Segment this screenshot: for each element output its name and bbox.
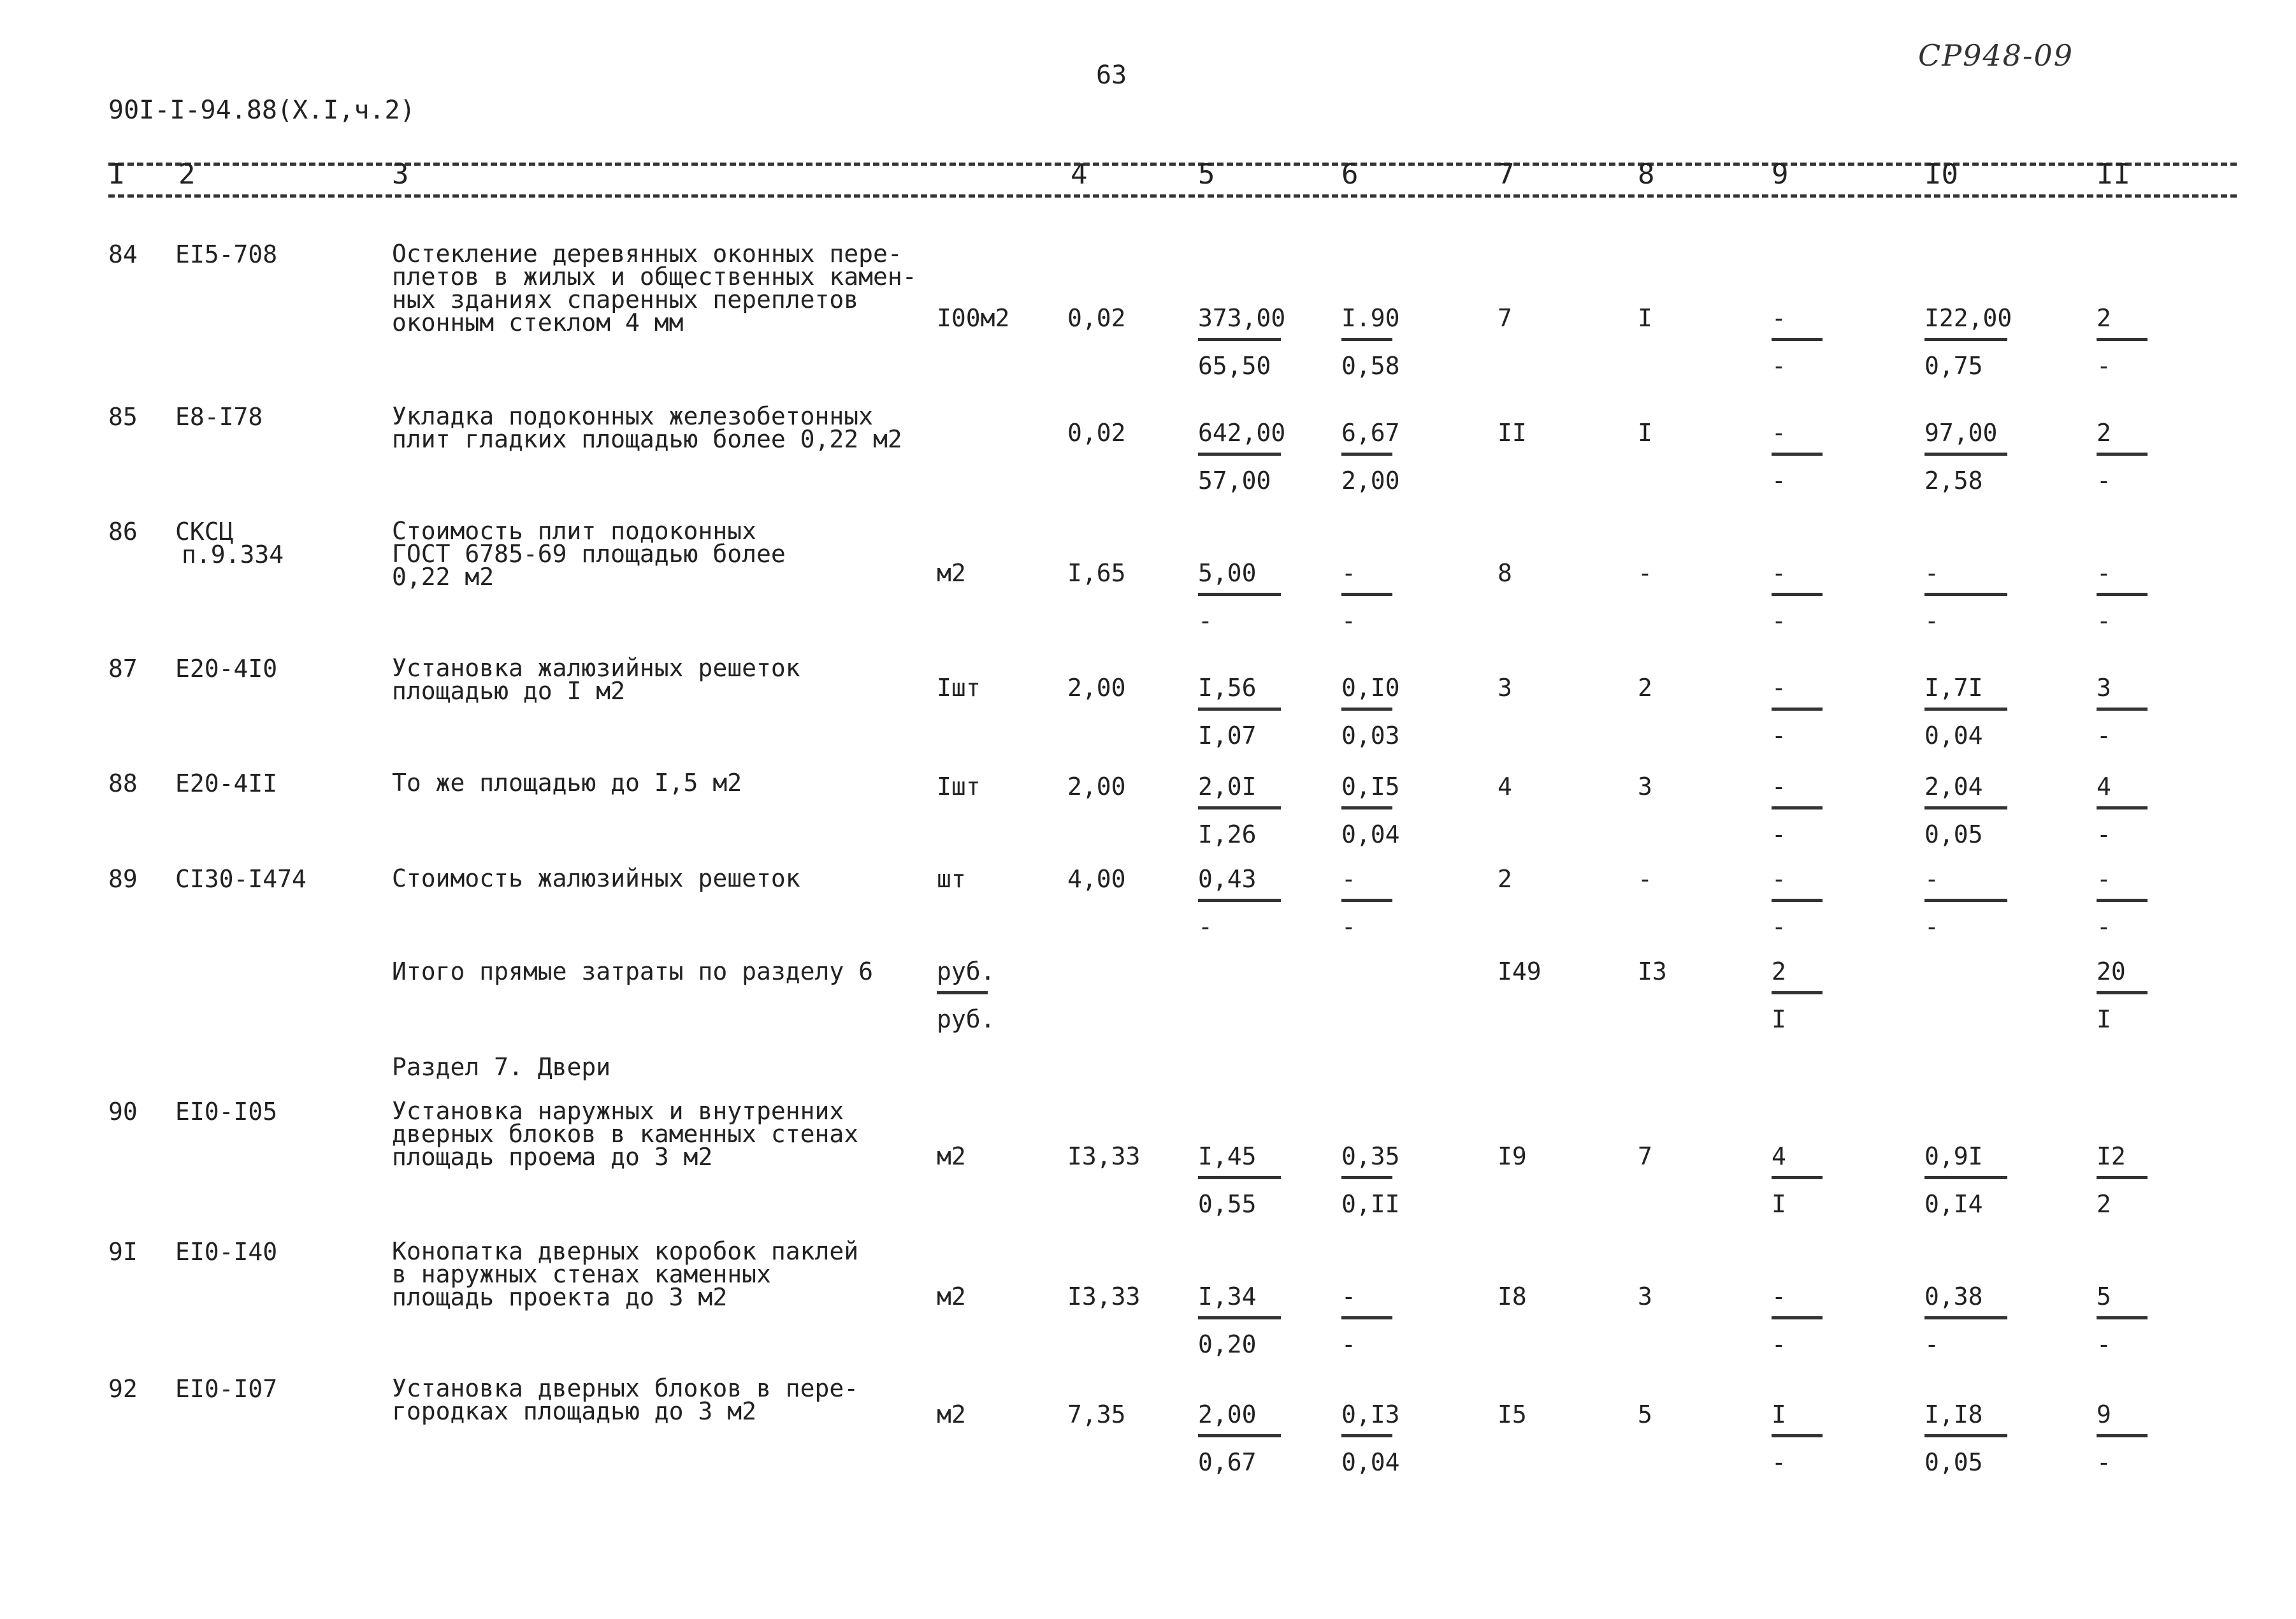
labor-total-fraction-bar	[2097, 1316, 2148, 1319]
labor-unit-denominator: -	[1924, 913, 1939, 941]
labor-unit-numerator: I22,00	[1924, 304, 2012, 332]
labor-total	[2097, 1144, 2154, 1216]
section-total-labor-numerator: 20	[2097, 957, 2126, 985]
unit-cost-numerator: I,56	[1198, 674, 1257, 702]
unit-wage-fraction-bar	[1341, 453, 1392, 456]
labor-total-numerator: 4	[2097, 773, 2111, 801]
row-number: 87	[108, 655, 138, 683]
labor-unit	[1924, 1402, 2014, 1474]
header-rule-bottom	[108, 194, 2237, 198]
labor-unit-numerator: -	[1924, 559, 1939, 587]
labor-unit-numerator: 0,9I	[1924, 1142, 1983, 1170]
labor-unit-fraction-bar	[1924, 806, 2007, 810]
rate-code: СКСЦ	[175, 518, 234, 546]
column-header-1: I	[108, 158, 126, 191]
section-heading: Раздел 7. Двери	[392, 1053, 611, 1081]
row-number: 90	[108, 1098, 138, 1126]
unit-wage-denominator: 0,04	[1341, 820, 1400, 848]
machine-cost-fraction-bar	[1772, 1176, 1823, 1179]
section-total-machine	[1772, 959, 1829, 1031]
unit-cost-fraction-bar	[1198, 453, 1281, 456]
unit-cost-denominator: I,07	[1198, 722, 1257, 750]
section-total-cost: I49	[1498, 957, 1541, 985]
section-total-unit	[937, 959, 994, 1031]
work-description: Установка наружных и внутренних дверных блоков в каменных стенах площадь проема до 3 м2	[392, 1097, 859, 1171]
machine-cost-fraction-bar	[1772, 806, 1823, 810]
rate-code: EI0-I07	[175, 1375, 278, 1403]
column-header-8: 8	[1638, 158, 1655, 191]
labor-unit-denominator: -	[1924, 607, 1939, 635]
unit-cost-numerator: 2,00	[1198, 1400, 1257, 1428]
section-total-unit-fraction-bar	[937, 991, 988, 994]
unit-cost-fraction-bar	[1198, 1176, 1281, 1179]
labor-unit-denominator: 0,05	[1924, 1448, 1983, 1476]
machine-cost-numerator: -	[1772, 773, 1786, 801]
labor-unit-fraction-bar	[1924, 899, 2007, 902]
unit-wage	[1341, 306, 1399, 378]
machine-cost-numerator: -	[1772, 419, 1786, 447]
section-total-wages: I3	[1638, 957, 1667, 985]
labor-unit-numerator: I,I8	[1924, 1400, 1983, 1428]
total-cost: I8	[1498, 1282, 1527, 1310]
machine-cost	[1772, 306, 1829, 378]
unit-cost-denominator: 0,55	[1198, 1190, 1257, 1218]
labor-unit-denominator: 2,58	[1924, 467, 1983, 495]
unit-wage	[1341, 774, 1399, 846]
unit-wage	[1341, 1144, 1399, 1216]
unit-cost-fraction-bar	[1198, 1316, 1281, 1319]
labor-unit-numerator: 97,00	[1924, 419, 1998, 447]
column-header-4: 4	[1071, 158, 1088, 191]
unit-cost-numerator: I,34	[1198, 1282, 1257, 1310]
machine-cost	[1772, 1402, 1829, 1474]
quantity: 7,35	[1067, 1400, 1126, 1428]
labor-total-denominator: -	[2097, 467, 2111, 495]
unit-cost	[1198, 867, 1287, 939]
labor-total-fraction-bar	[2097, 593, 2148, 596]
labor-total-denominator: -	[2097, 607, 2111, 635]
machine-cost-fraction-bar	[1772, 593, 1823, 596]
labor-unit-fraction-bar	[1924, 1434, 2007, 1437]
machine-cost-numerator: -	[1772, 304, 1786, 332]
unit-wage-denominator: 0,04	[1341, 1448, 1400, 1476]
quantity: I,65	[1067, 559, 1126, 587]
unit-cost-denominator: I,26	[1198, 820, 1257, 848]
labor-total-fraction-bar	[2097, 1176, 2148, 1179]
work-description: Конопатка дверных коробок паклей в наружных стенах каменных площадь проекта до 3 м2	[392, 1237, 859, 1311]
section-total-labor-denominator: I	[2097, 1005, 2111, 1033]
rate-code: EI0-I40	[175, 1238, 278, 1266]
unit-of-measure: м2	[937, 559, 966, 587]
labor-total-denominator: -	[2097, 722, 2111, 750]
unit-cost-fraction-bar	[1198, 806, 1281, 810]
labor-total	[2097, 561, 2154, 633]
total-cost: 4	[1498, 773, 1512, 801]
machine-cost-denominator: -	[1772, 607, 1786, 635]
quantity: 2,00	[1067, 674, 1126, 702]
rate-code: CI30-I474	[175, 865, 307, 893]
unit-cost-numerator: 2,0I	[1198, 773, 1257, 801]
labor-total	[2097, 306, 2154, 378]
work-description: То же площадью до I,5 м2	[392, 769, 742, 797]
unit-cost	[1198, 421, 1287, 493]
unit-wage-denominator: -	[1341, 913, 1356, 941]
unit-wage-numerator: -	[1341, 559, 1356, 587]
labor-unit	[1924, 867, 2014, 939]
unit-of-measure: м2	[937, 1400, 966, 1428]
labor-unit-fraction-bar	[1924, 593, 2007, 596]
labor-unit-numerator: 2,04	[1924, 773, 1983, 801]
unit-wage-fraction-bar	[1341, 806, 1392, 810]
labor-total-numerator: -	[2097, 559, 2111, 587]
machine-cost-denominator: -	[1772, 352, 1786, 380]
labor-total-fraction-bar	[2097, 708, 2148, 711]
unit-wage-denominator: 0,03	[1341, 722, 1400, 750]
unit-of-measure: I00м2	[937, 304, 1010, 332]
header-rule-top	[108, 163, 2237, 166]
labor-unit	[1924, 1144, 2014, 1216]
column-header-11: II	[2097, 158, 2130, 191]
unit-wage	[1341, 1402, 1399, 1474]
machine-cost	[1772, 561, 1829, 633]
quantity: 4,00	[1067, 865, 1126, 893]
quantity: 2,00	[1067, 773, 1126, 801]
unit-cost-fraction-bar	[1198, 899, 1281, 902]
row-number: 9I	[108, 1238, 138, 1266]
machine-cost-fraction-bar	[1772, 1434, 1823, 1437]
labor-total-numerator: 5	[2097, 1282, 2111, 1310]
total-cost: I9	[1498, 1142, 1527, 1170]
labor-total-denominator: -	[2097, 913, 2111, 941]
unit-wage-denominator: -	[1341, 607, 1356, 635]
rate-code-item: п.9.334	[182, 541, 284, 569]
machine-cost-denominator: I	[1772, 1190, 1786, 1218]
labor-unit-numerator: -	[1924, 865, 1939, 893]
labor-unit-fraction-bar	[1924, 453, 2007, 456]
labor-unit-numerator: 0,38	[1924, 1282, 1983, 1310]
unit-cost	[1198, 306, 1287, 378]
column-header-2: 2	[178, 158, 196, 191]
rate-code: E8-I78	[175, 403, 263, 431]
machine-cost-numerator: 4	[1772, 1142, 1786, 1170]
row-number: 89	[108, 865, 138, 893]
labor-unit-denominator: 0,I4	[1924, 1190, 1983, 1218]
unit-cost-denominator: 0,67	[1198, 1448, 1257, 1476]
total-cost: II	[1498, 419, 1527, 447]
row-number: 84	[108, 240, 138, 268]
labor-total-numerator: I2	[2097, 1142, 2126, 1170]
total-cost: 3	[1498, 674, 1512, 702]
total-wages: I	[1638, 304, 1652, 332]
total-cost: I5	[1498, 1400, 1527, 1428]
labor-total-numerator: 9	[2097, 1400, 2111, 1428]
labor-total	[2097, 867, 2154, 939]
section-total-unit-numerator: руб.	[937, 957, 995, 985]
labor-total-numerator: 2	[2097, 304, 2111, 332]
unit-wage-denominator: 0,II	[1341, 1190, 1400, 1218]
machine-cost-fraction-bar	[1772, 899, 1823, 902]
labor-unit	[1924, 1284, 2014, 1356]
section-total-label: Итого прямые затраты по разделу 6	[392, 957, 873, 985]
labor-total-fraction-bar	[2097, 1434, 2148, 1437]
machine-cost-fraction-bar	[1772, 1316, 1823, 1319]
rate-code: EI5-708	[175, 240, 278, 268]
total-wages: -	[1638, 559, 1652, 587]
total-cost: 2	[1498, 865, 1512, 893]
unit-cost	[1198, 1402, 1287, 1474]
unit-wage-numerator: 0,I0	[1341, 674, 1400, 702]
archive-stamp: СР948-09	[1918, 38, 2074, 73]
total-cost: 7	[1498, 304, 1512, 332]
quantity: 0,02	[1067, 304, 1126, 332]
unit-wage	[1341, 1284, 1399, 1356]
unit-cost-fraction-bar	[1198, 338, 1281, 341]
labor-total-denominator: 2	[2097, 1190, 2111, 1218]
machine-cost-denominator: -	[1772, 1330, 1786, 1358]
rate-code: E20-4I0	[175, 655, 278, 683]
machine-cost-numerator: I	[1772, 1400, 1786, 1428]
quantity: 0,02	[1067, 419, 1126, 447]
unit-wage-fraction-bar	[1341, 899, 1392, 902]
total-wages: -	[1638, 865, 1652, 893]
total-wages: 3	[1638, 1282, 1652, 1310]
machine-cost	[1772, 421, 1829, 493]
section-total-labor	[2097, 959, 2154, 1031]
labor-total	[2097, 1284, 2154, 1356]
unit-of-measure: шт	[937, 865, 966, 893]
labor-unit	[1924, 421, 2014, 493]
machine-cost-denominator: -	[1772, 1448, 1786, 1476]
unit-wage-fraction-bar	[1341, 1176, 1392, 1179]
unit-of-measure: Iшт	[937, 674, 981, 702]
machine-cost-numerator: -	[1772, 559, 1786, 587]
unit-of-measure: Iшт	[937, 773, 981, 801]
unit-cost	[1198, 1284, 1287, 1356]
labor-total-denominator: -	[2097, 352, 2111, 380]
unit-wage-numerator: -	[1341, 1282, 1356, 1310]
labor-unit-denominator: -	[1924, 1330, 1939, 1358]
total-wages: 3	[1638, 773, 1652, 801]
unit-cost-denominator: -	[1198, 607, 1213, 635]
labor-total-fraction-bar	[2097, 806, 2148, 810]
rate-code: E20-4II	[175, 769, 278, 797]
unit-wage-numerator: 0,I3	[1341, 1400, 1400, 1428]
machine-cost-fraction-bar	[1772, 453, 1823, 456]
labor-total-numerator: 2	[2097, 419, 2111, 447]
machine-cost	[1772, 1144, 1829, 1216]
unit-cost-denominator: 57,00	[1198, 467, 1271, 495]
unit-cost-denominator: 65,50	[1198, 352, 1271, 380]
work-description: Остекление деревянных оконных пере- плетов в жилых и общественных камен- ных зданиях спаренных переплетов оконным стеклом 4 мм	[392, 240, 917, 337]
labor-total-denominator: -	[2097, 1448, 2111, 1476]
machine-cost-numerator: -	[1772, 1282, 1786, 1310]
unit-cost-denominator: 0,20	[1198, 1330, 1257, 1358]
machine-cost	[1772, 774, 1829, 846]
total-cost: 8	[1498, 559, 1512, 587]
unit-cost	[1198, 676, 1287, 748]
unit-cost-denominator: -	[1198, 913, 1213, 941]
unit-cost-numerator: 5,00	[1198, 559, 1257, 587]
machine-cost-denominator: -	[1772, 820, 1786, 848]
unit-cost-fraction-bar	[1198, 593, 1281, 596]
labor-total	[2097, 1402, 2154, 1474]
labor-total	[2097, 774, 2154, 846]
total-wages: 5	[1638, 1400, 1652, 1428]
machine-cost-fraction-bar	[1772, 338, 1823, 341]
unit-wage-numerator: I.90	[1341, 304, 1400, 332]
labor-total-fraction-bar	[2097, 338, 2148, 341]
document-code: 90I-I-94.88(X.I,ч.2)	[108, 96, 415, 125]
section-total-machine-numerator: 2	[1772, 957, 1786, 985]
labor-unit-fraction-bar	[1924, 338, 2007, 341]
labor-unit	[1924, 774, 2014, 846]
section-total-unit-denominator: руб.	[937, 1005, 995, 1033]
unit-cost-numerator: 373,00	[1198, 304, 1286, 332]
work-description: Стоимость жалюзийных решеток	[392, 864, 800, 892]
unit-cost	[1198, 561, 1287, 633]
unit-wage	[1341, 676, 1399, 748]
labor-unit	[1924, 306, 2014, 378]
machine-cost-fraction-bar	[1772, 708, 1823, 711]
unit-wage	[1341, 561, 1399, 633]
unit-wage-fraction-bar	[1341, 1316, 1392, 1319]
quantity: I3,33	[1067, 1282, 1141, 1310]
labor-total-fraction-bar	[2097, 453, 2148, 456]
column-header-3: 3	[392, 158, 409, 191]
labor-total	[2097, 676, 2154, 748]
column-header-9: 9	[1772, 158, 1789, 191]
labor-total	[2097, 421, 2154, 493]
rate-code: EI0-I05	[175, 1098, 278, 1126]
unit-wage-denominator: 2,00	[1341, 467, 1400, 495]
unit-cost-numerator: 0,43	[1198, 865, 1257, 893]
unit-wage-denominator: -	[1341, 1330, 1356, 1358]
row-number: 85	[108, 403, 138, 431]
unit-wage-fraction-bar	[1341, 1434, 1392, 1437]
total-wages: I	[1638, 419, 1652, 447]
work-description: Установка дверных блоков в пере- городках площадью до 3 м2	[392, 1374, 859, 1425]
column-header-7: 7	[1498, 158, 1515, 191]
unit-of-measure: м2	[937, 1142, 966, 1170]
unit-wage-numerator: 6,67	[1341, 419, 1400, 447]
labor-total-denominator: -	[2097, 820, 2111, 848]
labor-total-numerator: -	[2097, 865, 2111, 893]
unit-wage-denominator: 0,58	[1341, 352, 1400, 380]
total-wages: 7	[1638, 1142, 1652, 1170]
section-total-machine-fraction-bar	[1772, 991, 1823, 994]
section-total-labor-fraction-bar	[2097, 991, 2148, 994]
unit-wage-numerator: 0,I5	[1341, 773, 1400, 801]
row-number: 92	[108, 1375, 138, 1403]
work-description: Укладка подоконных железобетонных плит гладких площадью более 0,22 м2	[392, 402, 902, 453]
labor-unit-fraction-bar	[1924, 1176, 2007, 1179]
machine-cost-numerator: -	[1772, 674, 1786, 702]
labor-unit-numerator: I,7I	[1924, 674, 1983, 702]
work-description: Стоимость плит подоконных ГОСТ 6785-69 площадью более 0,22 м2	[392, 517, 786, 591]
labor-unit-fraction-bar	[1924, 708, 2007, 711]
labor-unit-fraction-bar	[1924, 1316, 2007, 1319]
labor-total-numerator: 3	[2097, 674, 2111, 702]
machine-cost	[1772, 1284, 1829, 1356]
unit-cost-numerator: I,45	[1198, 1142, 1257, 1170]
column-header-10: I0	[1924, 158, 1958, 191]
row-number: 88	[108, 769, 138, 797]
total-wages: 2	[1638, 674, 1652, 702]
labor-unit	[1924, 561, 2014, 633]
page-number: 63	[1096, 61, 1127, 90]
machine-cost-numerator: -	[1772, 865, 1786, 893]
labor-unit-denominator: 0,75	[1924, 352, 1983, 380]
unit-wage	[1341, 867, 1399, 939]
labor-unit-denominator: 0,04	[1924, 722, 1983, 750]
unit-cost	[1198, 774, 1287, 846]
machine-cost-denominator: -	[1772, 467, 1786, 495]
machine-cost	[1772, 676, 1829, 748]
unit-cost-fraction-bar	[1198, 708, 1281, 711]
unit-cost-fraction-bar	[1198, 1434, 1281, 1437]
unit-wage-fraction-bar	[1341, 338, 1392, 341]
unit-wage-numerator: 0,35	[1341, 1142, 1400, 1170]
unit-wage-fraction-bar	[1341, 708, 1392, 711]
machine-cost-denominator: -	[1772, 913, 1786, 941]
work-description: Установка жалюзийных решеток площадью до I м2	[392, 654, 800, 705]
unit-wage-fraction-bar	[1341, 593, 1392, 596]
quantity: I3,33	[1067, 1142, 1141, 1170]
column-header-5: 5	[1198, 158, 1215, 191]
labor-unit	[1924, 676, 2014, 748]
unit-wage-numerator: -	[1341, 865, 1356, 893]
labor-total-denominator: -	[2097, 1330, 2111, 1358]
section-total-machine-denominator: I	[1772, 1005, 1786, 1033]
labor-total-fraction-bar	[2097, 899, 2148, 902]
labor-unit-denominator: 0,05	[1924, 820, 1983, 848]
unit-cost	[1198, 1144, 1287, 1216]
machine-cost-denominator: -	[1772, 722, 1786, 750]
unit-wage	[1341, 421, 1399, 493]
unit-of-measure: м2	[937, 1282, 966, 1310]
machine-cost	[1772, 867, 1829, 939]
column-header-6: 6	[1341, 158, 1359, 191]
row-number: 86	[108, 518, 138, 546]
unit-cost-numerator: 642,00	[1198, 419, 1286, 447]
